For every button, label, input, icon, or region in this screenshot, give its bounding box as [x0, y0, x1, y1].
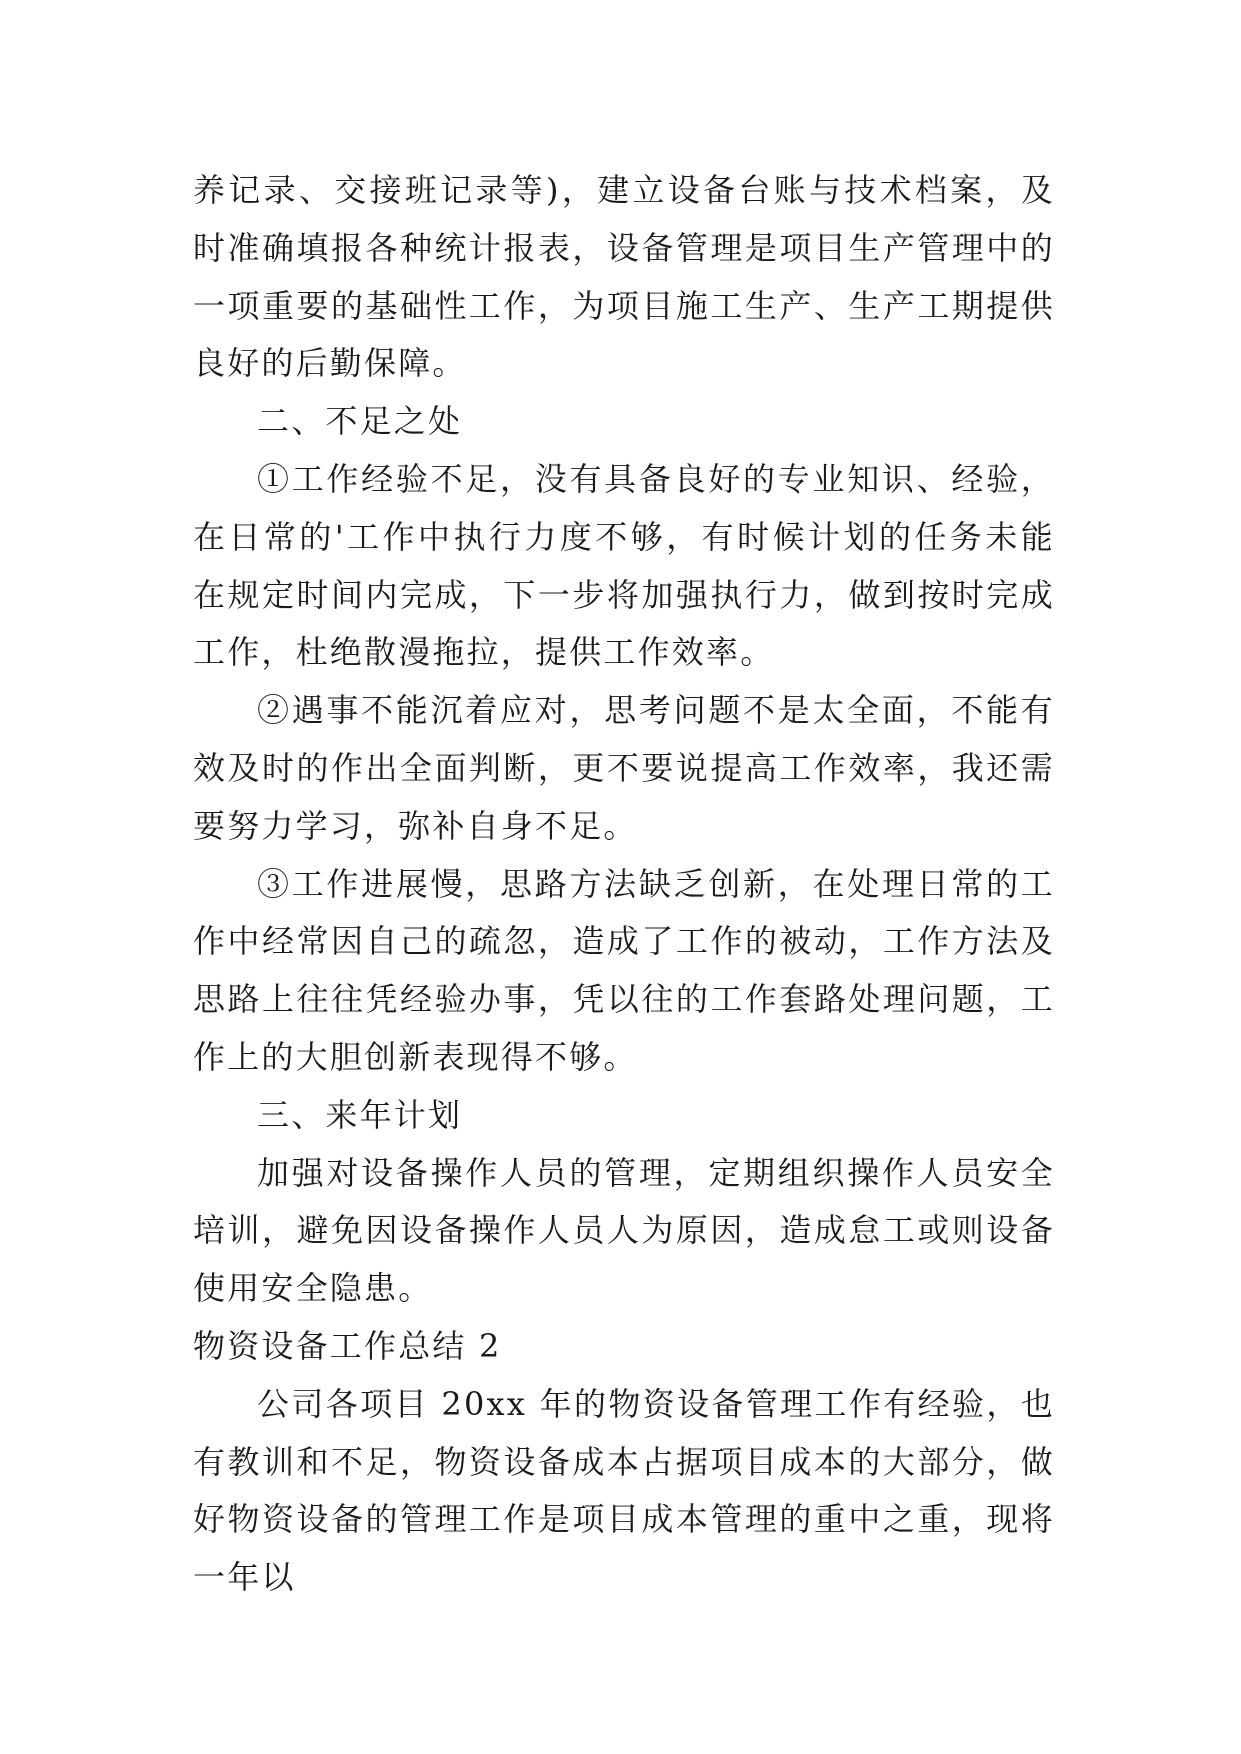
section-heading-shortcomings: 二、不足之处: [257, 402, 463, 441]
document-body: [193, 162, 1055, 1607]
paragraph-continuation: 养记录、交接班记录等)，建立设备台账与技术档案，及时准确填报各种统计报表，设备管理是项目生产管理中的一项重要的基础性工作，为项目施工生产、生产工期提供良好的后勤保障。: [193, 171, 1055, 383]
paragraph-plan: 加强对设备操作人员的管理，定期组织操作人员安全培训，避免因设备操作人员人为原因，造成怠工或则设备使用安全隐患。: [193, 1153, 1055, 1308]
paragraph-summary-2-intro: 公司各项目 20xx 年的物资设备管理工作有经验，也有教训和不足，物资设备成本占据项目成本的大部分，做好物资设备的管理工作是项目成本管理的重中之重，现将一年以: [193, 1384, 1055, 1597]
paragraph-shortcoming-1: ①工作经验不足，没有具备良好的专业知识、经验，在日常的'工作中执行力度不够，有时候计划的任务未能在规定时间内完成，下一步将加强执行力，做到按时完成工作，杜绝散漫拖拉，提供工作效率。: [193, 459, 1055, 672]
document-title-2: 物资设备工作总结 2: [193, 1326, 502, 1365]
paragraph-shortcoming-3: ③工作进展慢，思路方法缺乏创新，在处理日常的工作中经常因自己的疏忽，造成了工作的被动，工作方法及思路上往往凭经验办事，凭以往的工作套路处理问题，工作上的大胆创新表现得不够。: [193, 864, 1055, 1076]
section-heading-next-year-plan: 三、来年计划: [257, 1095, 463, 1134]
paragraph-shortcoming-2: ②遇事不能沉着应对，思考问题不是太全面，不能有效及时的作出全面判断，更不要说提高工作效率，我还需要努力学习，弥补自身不足。: [193, 691, 1055, 845]
